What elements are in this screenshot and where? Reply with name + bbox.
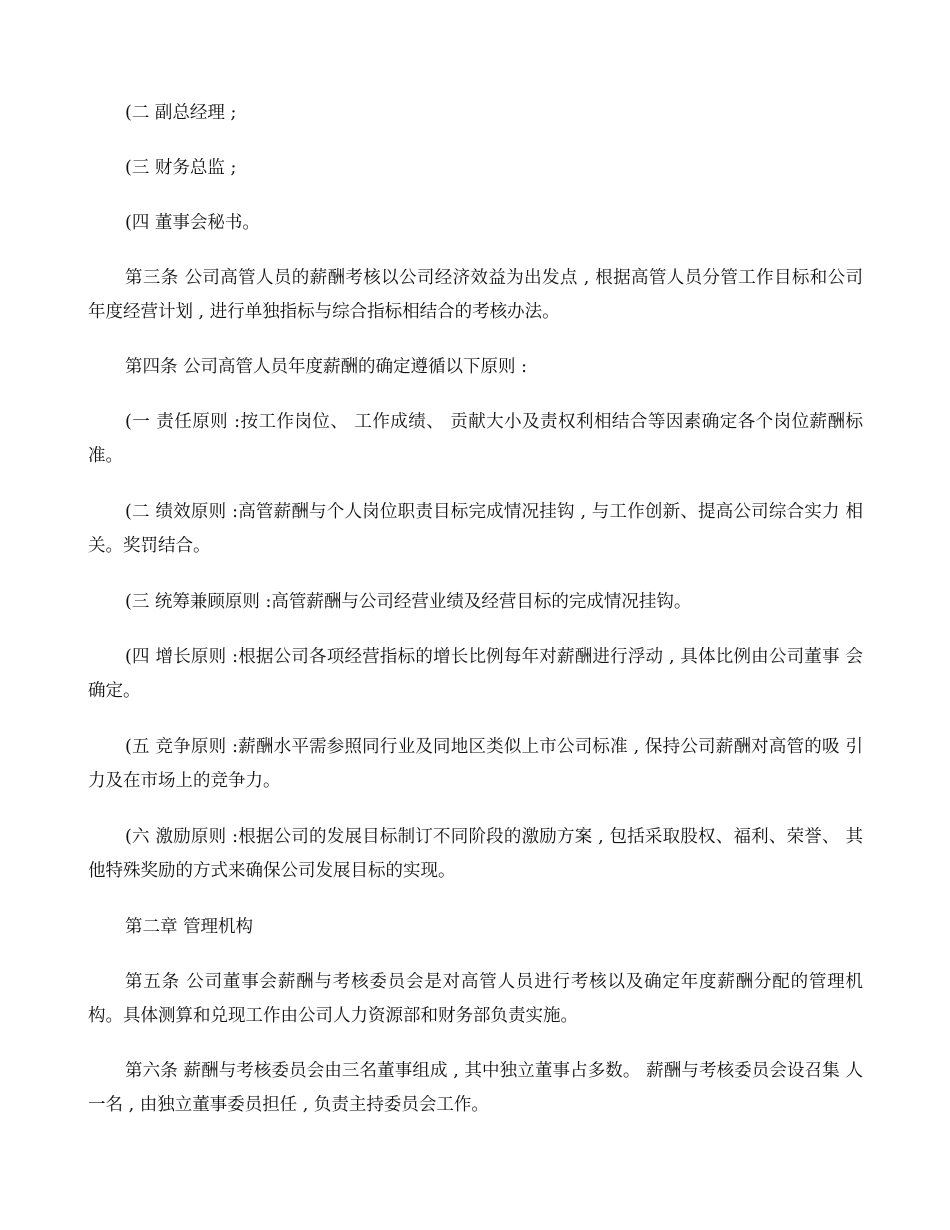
principle-performance: (二 绩效原则 :高管薪酬与个人岗位职责目标完成情况挂钩 , 与工作创新、提高公司综合实力 相关。奖罚结合。 [88, 502, 863, 556]
article-6-paragraph: 第六条 薪酬与考核委员会由三名董事组成 , 其中独立董事占多数。 薪酬与考核委员会设召集 人一名 , 由独立董事委员担任 , 负责主持委员会工作。 [88, 1061, 863, 1115]
article-3-paragraph: 第三条 公司高管人员的薪酬考核以公司经济效益为出发点 , 根据高管人员分管工作目标和公司年度经营计划 , 进行单独指标与综合指标相结合的考核办法。 [88, 268, 863, 322]
article-5-paragraph: 第五条 公司董事会薪酬与考核委员会是对高管人员进行考核以及确定年度薪酬分配的管理机构。具体测算和兑现工作由公司人力资源部和财务部负责实施。 [88, 972, 863, 1026]
principle-competition: (五 竞争原则 :薪酬水平需参照同行业及同地区类似上市公司标准 , 保持公司薪酬对高管的吸 引力及在市场上的竞争力。 [88, 737, 863, 791]
chapter-2-heading: 第二章 管理机构 [125, 917, 254, 937]
document-body [88, 96, 863, 1122]
paragraph-item-4: (四 董事会秘书。 [125, 213, 260, 233]
principle-incentive: (六 激励原则 :根据公司的发展目标制订不同阶段的激励方案 , 包括采取股权、福利、荣誉、 其他特殊奖励的方式来确保公司发展目标的实现。 [88, 827, 863, 881]
principle-growth: (四 增长原则 :根据公司各项经营指标的增长比例每年对薪酬进行浮动 , 具体比例由公司董事 会确定。 [88, 647, 863, 701]
paragraph-item-2: (二 副总经理 ; [125, 103, 237, 123]
principle-overall: (三 统筹兼顾原则 :高管薪酬与公司经营业绩及经营目标的完成情况挂钩。 [125, 592, 692, 612]
principle-responsibility: (一 责任原则 :按工作岗位、 工作成绩、 贡献大小及责权利相结合等因素确定各个岗位薪酬标 准。 [88, 412, 863, 466]
article-4-paragraph: 第四条 公司高管人员年度薪酬的确定遵循以下原则 : [125, 357, 528, 377]
paragraph-item-3: (三 财务总监 ; [125, 158, 237, 178]
